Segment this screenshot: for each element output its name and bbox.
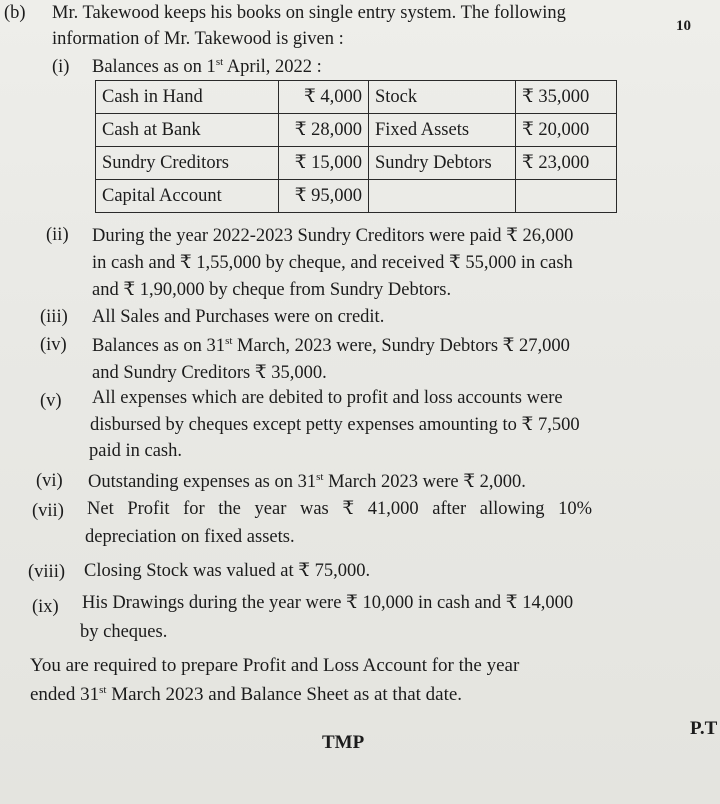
table-row [96, 180, 617, 213]
table-cell: Sundry Creditors [96, 147, 279, 180]
item-ii-line-3: and ₹ 1,90,000 by cheque from Sundry Debtors. [92, 280, 452, 300]
item-iii-line-1: All Sales and Purchases were on credit. [92, 307, 385, 327]
table-cell: Cash in Hand [96, 81, 279, 114]
item-v-line-3: paid in cash. [89, 441, 182, 461]
item-iii-number: (iii) [40, 307, 68, 327]
pto-label: P.T [690, 718, 718, 739]
table-cell: ₹ 28,000 [279, 114, 369, 147]
item-vi-line-1: Outstanding expenses as on 31st March 2023 were ₹ 2,000. [88, 471, 526, 492]
item-v-line-2: disbursed by cheques except petty expenses amounting to ₹ 7,500 [90, 415, 580, 435]
table-cell: ₹ 95,000 [279, 180, 369, 213]
item-ii-number: (ii) [46, 225, 69, 245]
paper-code: TMP [322, 732, 365, 753]
item-ii-line-1: During the year 2022-2023 Sundry Creditors were paid ₹ 26,000 [92, 226, 574, 246]
intro-line-1: Mr. Takewood keeps his books on single entry system. The following [52, 3, 566, 23]
table-cell: Capital Account [96, 180, 279, 213]
table-cell: ₹ 15,000 [279, 147, 369, 180]
table-row [96, 147, 617, 180]
item-ii-line-2: in cash and ₹ 1,55,000 by cheque, and received ₹ 55,000 in cash [92, 253, 573, 273]
item-i-heading: Balances as on 1st April, 2022 : [92, 56, 322, 77]
table-cell [516, 180, 617, 213]
item-iv-line-1: Balances as on 31st March, 2023 were, Sundry Debtors ₹ 27,000 [92, 335, 570, 356]
item-vi-number: (vi) [36, 471, 63, 491]
item-iv-number: (iv) [40, 335, 67, 355]
item-vii-number: (vii) [32, 501, 64, 521]
table-row [96, 81, 617, 114]
part-label: (b) [4, 3, 26, 23]
item-viii-line-1: Closing Stock was valued at ₹ 75,000. [84, 561, 371, 581]
table-cell: ₹ 35,000 [516, 81, 617, 114]
item-v-number: (v) [40, 391, 62, 411]
table-cell: Sundry Debtors [369, 147, 516, 180]
table-row [96, 114, 617, 147]
item-v-line-1: All expenses which are debited to profit and loss accounts were [92, 388, 563, 408]
table-cell: Cash at Bank [96, 114, 279, 147]
table-cell: ₹ 23,000 [516, 147, 617, 180]
table-cell [369, 180, 516, 213]
intro-line-2: information of Mr. Takewood is given : [52, 29, 344, 49]
item-ix-line-1: His Drawings during the year were ₹ 10,000 in cash and ₹ 14,000 [82, 593, 574, 613]
item-vii-line-1: Net Profit for the year was ₹ 41,000 after allowing 10% [87, 499, 593, 519]
instruction-line-1: You are required to prepare Profit and Loss Account for the year [30, 655, 520, 676]
item-ix-line-2: by cheques. [80, 622, 168, 642]
item-iv-line-2: and Sundry Creditors ₹ 35,000. [92, 363, 327, 383]
table-cell: Fixed Assets [369, 114, 516, 147]
item-ix-number: (ix) [32, 597, 59, 617]
item-i-number: (i) [52, 57, 70, 77]
item-vii-line-2: depreciation on fixed assets. [85, 527, 295, 547]
item-viii-number: (viii) [28, 562, 65, 582]
table-cell: ₹ 20,000 [516, 114, 617, 147]
table-cell: Stock [369, 81, 516, 114]
instruction-line-2: ended 31st March 2023 and Balance Sheet as at that date. [30, 684, 463, 705]
opening-balances-table [95, 80, 617, 213]
marks-label: 10 [676, 18, 691, 34]
table-cell: ₹ 4,000 [279, 81, 369, 114]
